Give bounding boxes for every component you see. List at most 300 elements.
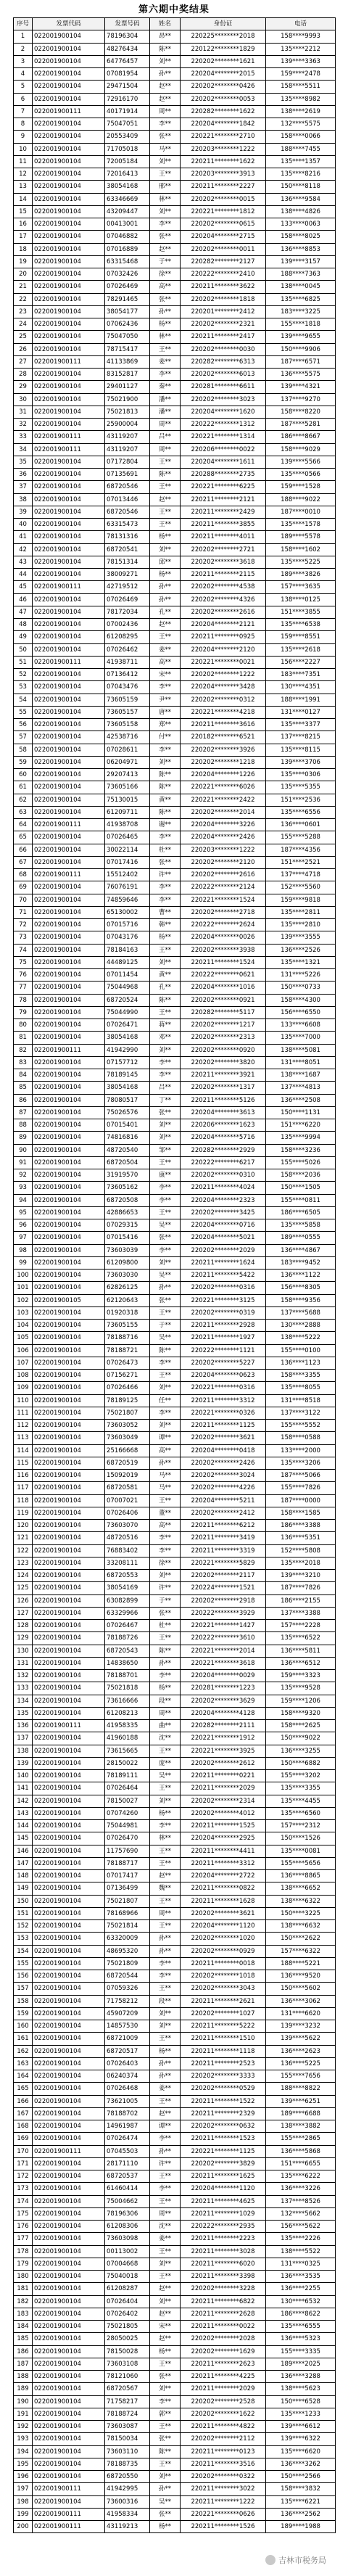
table-row (14, 2221, 336, 2233)
cell-index: 34 (14, 443, 33, 456)
cell-id-card: 220202********3926 (181, 744, 266, 756)
table-row (14, 631, 336, 643)
cell-index: 180 (14, 2271, 33, 2283)
table-row (14, 1607, 336, 1619)
table-row (14, 1282, 336, 1294)
table-row (14, 293, 336, 305)
cell-phone: 135****6538 (266, 619, 336, 631)
cell-index: 75 (14, 956, 33, 968)
cell-name: 刘** (150, 1382, 181, 1394)
cell-phone: 137****9270 (266, 393, 336, 406)
cell-name: 刘** (150, 1420, 181, 1432)
cell-invoice-code: 022001900104 (33, 381, 105, 393)
cell-invoice-number: 73603052 (105, 1420, 150, 1432)
cell-phone: 155****5552 (266, 1420, 336, 1432)
cell-invoice-code: 022001900104 (33, 281, 105, 293)
cell-invoice-code: 022001900111 (33, 2521, 105, 2533)
cell-invoice-number: 41942990 (105, 1044, 150, 1056)
cell-id-card: 220221********1812 (181, 205, 266, 218)
cell-phone: 137****8526 (266, 2195, 336, 2207)
cell-id-card: 220222********2410 (181, 268, 266, 281)
table-row (14, 1357, 336, 1369)
cell-invoice-code: 022001900104 (33, 2458, 105, 2470)
cell-name: 曲** (150, 1720, 181, 1732)
cell-invoice-code: 022001900104 (33, 1282, 105, 1294)
cell-index: 160 (14, 2020, 33, 2033)
cell-id-card: 220211********5222 (181, 2020, 266, 2033)
cell-invoice-number: 63082899 (105, 1594, 150, 1607)
table-row (14, 1294, 336, 1306)
cell-name: 王** (150, 1895, 181, 1907)
cell-id-card: 220204********1226 (181, 769, 266, 781)
cell-invoice-code: 022001900104 (33, 1232, 105, 1244)
cell-invoice-number: 73605166 (105, 781, 150, 794)
table-row (14, 218, 336, 231)
cell-invoice-code: 022001900104 (33, 493, 105, 506)
cell-invoice-code: 022001900104 (33, 506, 105, 518)
cell-invoice-code: 022001900104 (33, 2408, 105, 2420)
cell-id-card: 220206********0022 (181, 443, 266, 456)
cell-index: 37 (14, 481, 33, 493)
table-row (14, 2383, 336, 2395)
table-row (14, 2070, 336, 2083)
cell-index: 105 (14, 1332, 33, 1344)
table-row (14, 1582, 336, 1594)
cell-name: 邓** (150, 1032, 181, 1044)
cell-phone: 150****9906 (266, 343, 336, 355)
cell-index: 109 (14, 1382, 33, 1394)
table-row (14, 193, 336, 205)
table-row (14, 1807, 336, 1819)
cell-invoice-number: 07074260 (105, 1807, 150, 1819)
cell-name: 李** (150, 1957, 181, 1970)
cell-index: 78 (14, 994, 33, 1006)
cell-id-card: 220225********2018 (181, 30, 266, 43)
table-row (14, 55, 336, 67)
cell-index: 185 (14, 2333, 33, 2345)
cell-invoice-number: 75021818 (105, 1682, 150, 1695)
cell-invoice-code: 022001900104 (33, 1594, 105, 1607)
cell-index: 164 (14, 2070, 33, 2083)
cell-phone: 133****0063 (266, 218, 336, 231)
cell-id-card: 220204********2015 (181, 68, 266, 81)
cell-index: 127 (14, 1607, 33, 1619)
cell-name: 高** (150, 656, 181, 668)
cell-name: 孙** (150, 581, 181, 593)
table-row (14, 81, 336, 93)
cell-name: 王** (150, 168, 181, 181)
cell-invoice-number: 61208287 (105, 2283, 150, 2295)
table-row (14, 1420, 336, 1432)
cell-index: 8 (14, 118, 33, 131)
cell-name: 张** (150, 1607, 181, 1619)
cell-invoice-number: 73603110 (105, 2445, 150, 2458)
cell-id-card: 220204********2121 (181, 619, 266, 631)
cell-name: 孙** (150, 2145, 181, 2157)
cell-index: 120 (14, 1520, 33, 1532)
cell-invoice-number: 75021900 (105, 393, 150, 406)
cell-id-card: 220211********1125 (181, 1420, 266, 1432)
cell-id-card: 220222********1312 (181, 419, 266, 431)
cell-phone: 157****3635 (266, 581, 336, 593)
cell-id-card: 220204********0623 (181, 1370, 266, 1382)
cell-invoice-number: 62826125 (105, 1282, 150, 1294)
cell-phone: 158****3832 (266, 2483, 336, 2495)
cell-index: 100 (14, 1270, 33, 1282)
table-row (14, 1219, 336, 1232)
cell-invoice-number: 73605158 (105, 719, 150, 731)
cell-invoice-number: 07002436 (105, 619, 150, 631)
table-row (14, 1069, 336, 1082)
cell-id-card: 220202********0529 (181, 2083, 266, 2095)
cell-phone: 158****1585 (266, 1507, 336, 1519)
table-row (14, 656, 336, 668)
cell-name: 张** (150, 2371, 181, 2383)
watermark (265, 2554, 326, 2566)
cell-id-card: 220204********3613 (181, 1106, 266, 1119)
cell-index: 77 (14, 982, 33, 994)
cell-invoice-number: 78150034 (105, 2433, 150, 2445)
cell-id-card: 220202********4326 (181, 593, 266, 606)
cell-invoice-code: 022001900104 (33, 681, 105, 694)
cell-phone: 135****8055 (266, 1382, 336, 1394)
table-row (14, 481, 336, 493)
cell-id-card: 220203********3913 (181, 168, 266, 181)
cell-invoice-code: 022001900104 (33, 2333, 105, 2345)
cell-id-card: 220202********1317 (181, 1082, 266, 1094)
cell-name: 李** (150, 1194, 181, 1206)
cell-invoice-number: 63315468 (105, 255, 150, 268)
cell-index: 1 (14, 30, 33, 43)
cell-id-card: 220204********4128 (181, 1707, 266, 1719)
cell-invoice-number: 15512402 (105, 869, 150, 881)
cell-invoice-code: 022001900104 (33, 168, 105, 181)
cell-invoice-number: 15092019 (105, 1470, 150, 1482)
cell-phone: 150****2622 (266, 1933, 336, 1945)
table-row (14, 994, 336, 1006)
cell-id-card: 220202********3629 (181, 1695, 266, 1707)
cell-invoice-number: 43209447 (105, 205, 150, 218)
cell-invoice-code: 022001900104 (33, 255, 105, 268)
cell-index: 151 (14, 1907, 33, 1919)
table-row (14, 1370, 336, 1382)
cell-invoice-number: 62120643 (105, 1294, 150, 1306)
cell-index: 136 (14, 1720, 33, 1732)
cell-phone: 131****0127 (266, 706, 336, 718)
table-row (14, 756, 336, 768)
cell-id-card: 220221********2422 (181, 794, 266, 806)
cell-invoice-number: 07015401 (105, 1119, 150, 1132)
table-row (14, 2233, 336, 2245)
table-row (14, 2445, 336, 2458)
cell-invoice-code: 022001900104 (33, 1682, 105, 1695)
cell-phone: 151****3855 (266, 606, 336, 618)
table-row (14, 2095, 336, 2107)
table-row (14, 255, 336, 268)
cell-invoice-code: 022001900104 (33, 2120, 105, 2133)
cell-phone: 135****4455 (266, 1795, 336, 1807)
cell-name: 王** (150, 506, 181, 518)
table-row (14, 2521, 336, 2533)
cell-phone: 137****3122 (266, 1407, 336, 1419)
cell-invoice-number: 48695320 (105, 1945, 150, 1957)
cell-invoice-number: 14857530 (105, 2020, 150, 2033)
table-row (14, 2371, 336, 2383)
cell-invoice-number: 75047051 (105, 118, 150, 131)
cell-name: 王** (150, 631, 181, 643)
cell-id-card: 220202********1018 (181, 1970, 266, 1983)
cell-index: 50 (14, 643, 33, 656)
cell-name: 姜** (150, 643, 181, 656)
cell-id-card: 220222********3610 (181, 1632, 266, 1645)
cell-phone: 150****2566 (266, 2471, 336, 2483)
cell-index: 163 (14, 2057, 33, 2070)
cell-phone: 158****3355 (266, 1370, 336, 1382)
cell-phone: 183****9452 (266, 1256, 336, 1269)
table-row (14, 2020, 336, 2033)
cell-phone: 138****5081 (266, 1044, 336, 1056)
cell-invoice-number: 45907209 (105, 2007, 150, 2020)
cell-phone: 189****6688 (266, 2107, 336, 2120)
table-row (14, 1770, 336, 1782)
cell-name: 谭** (150, 1432, 181, 1444)
cell-invoice-number: 78189111 (105, 1770, 150, 1782)
cell-index: 55 (14, 706, 33, 718)
cell-invoice-code: 022001900104 (33, 68, 105, 81)
table-row (14, 2007, 336, 2020)
cell-id-card: 220221********5829 (181, 1557, 266, 1569)
cell-name: 李** (150, 881, 181, 894)
table-row (14, 131, 336, 143)
cell-invoice-number: 75040018 (105, 2271, 150, 2283)
cell-invoice-code: 022001900104 (33, 2095, 105, 2107)
cell-name: 刘** (150, 1119, 181, 1132)
cell-name: 王** (150, 1370, 181, 1382)
cell-phone: 137****4813 (266, 1082, 336, 1094)
cell-id-card: 220202********1027 (181, 2007, 266, 2020)
cell-invoice-number: 07007021 (105, 1494, 150, 1507)
cell-id-card: 220204********0026 (181, 931, 266, 944)
cell-invoice-number: 78172034 (105, 606, 150, 618)
table-row (14, 1482, 336, 1494)
table-row (14, 1206, 336, 1219)
cell-index: 10 (14, 143, 33, 155)
cell-invoice-number: 38054168 (105, 181, 150, 193)
cell-index: 184 (14, 2321, 33, 2333)
cell-invoice-number: 07081954 (105, 68, 150, 81)
cell-phone: 135****6556 (266, 806, 336, 818)
cell-id-card: 220202********2426 (181, 1457, 266, 1469)
table-row (14, 305, 336, 318)
cell-id-card: 220202********1818 (181, 293, 266, 305)
table-row (14, 1019, 336, 1032)
cell-phone: 136****2526 (266, 944, 336, 956)
cell-name: 孙** (150, 2483, 181, 2495)
cell-name: 赵** (150, 619, 181, 631)
cell-phone: 135****8216 (266, 168, 336, 181)
cell-name: 马** (150, 143, 181, 155)
cell-invoice-number: 73603030 (105, 1270, 150, 1282)
cell-index: 69 (14, 881, 33, 894)
cell-invoice-number: 38054168 (105, 1082, 150, 1094)
cell-invoice-number: 07026406 (105, 1507, 150, 1519)
cell-invoice-code: 022001900104 (33, 481, 105, 493)
cell-invoice-code: 022001900104 (33, 1006, 105, 1019)
cell-id-card: 220224********1521 (181, 1582, 266, 1594)
cell-invoice-number: 78188735 (105, 2458, 150, 2470)
cell-invoice-number: 71758217 (105, 2395, 150, 2408)
cell-invoice-code: 022001900104 (33, 2007, 105, 2020)
cell-index: 183 (14, 2308, 33, 2320)
winners-table (13, 17, 336, 2533)
cell-invoice-code: 022001900104 (33, 93, 105, 105)
cell-invoice-code: 022001900104 (33, 318, 105, 331)
cell-id-card: 220202********1222 (181, 669, 266, 681)
cell-phone: 189****0555 (266, 1232, 336, 1244)
cell-index: 168 (14, 2120, 33, 2133)
cell-id-card: 220202********0312 (181, 694, 266, 706)
cell-index: 64 (14, 819, 33, 831)
cell-id-card: 220206********1623 (181, 1119, 266, 1132)
cell-invoice-code: 022001900104 (33, 419, 105, 431)
cell-invoice-number: 07026469 (105, 593, 150, 606)
cell-invoice-code: 022001900104 (33, 781, 105, 794)
cell-id-card: 220211********3028 (181, 2245, 266, 2258)
table-row (14, 1320, 336, 1332)
cell-phone: 136****9520 (266, 1970, 336, 1983)
cell-index: 156 (14, 1970, 33, 1983)
cell-id-card: 220202********3228 (181, 2283, 266, 2295)
cell-phone: 150****1505 (266, 1182, 336, 1194)
cell-invoice-number: 48720540 (105, 1144, 150, 1156)
cell-id-card: 220202********0053 (181, 93, 266, 105)
cell-invoice-code: 022001900104 (33, 2245, 105, 2258)
cell-phone: 135****9528 (266, 1682, 336, 1695)
cell-index: 187 (14, 2358, 33, 2370)
cell-name: 段** (150, 1695, 181, 1707)
cell-invoice-code: 022001900104 (33, 2107, 105, 2120)
cell-id-card: 220202********4538 (181, 581, 266, 593)
cell-index: 79 (14, 1006, 33, 1019)
table-row (14, 243, 336, 255)
cell-invoice-number: 76076191 (105, 881, 150, 894)
cell-id-card: 220202********0426 (181, 81, 266, 93)
cell-name: 杨** (150, 318, 181, 331)
cell-index: 65 (14, 831, 33, 844)
cell-index: 11 (14, 155, 33, 168)
cell-invoice-code: 022001900104 (33, 1132, 105, 1144)
cell-id-card: 220211********1510 (181, 2033, 266, 2045)
cell-id-card: 220211********3398 (181, 2271, 266, 2283)
cell-invoice-number: 41958335 (105, 1720, 150, 1732)
cell-index: 191 (14, 2408, 33, 2420)
cell-index: 132 (14, 1670, 33, 1682)
cell-invoice-number: 25900004 (105, 419, 150, 431)
cell-index: 167 (14, 2107, 33, 2120)
cell-name: 赵** (150, 81, 181, 93)
cell-invoice-number: 68720543 (105, 1645, 150, 1657)
cell-phone: 136****2623 (266, 2045, 336, 2057)
cell-id-card: 220211********0018 (181, 1957, 266, 1970)
table-row (14, 2170, 336, 2183)
table-row (14, 2271, 336, 2283)
table-row (14, 1657, 336, 1669)
cell-id-card: 220211********6020 (181, 2258, 266, 2270)
cell-id-card: 220211********3616 (181, 719, 266, 731)
cell-index: 189 (14, 2383, 33, 2395)
cell-name: 杨** (150, 569, 181, 581)
cell-id-card: 220202********4226 (181, 1482, 266, 1494)
cell-invoice-code: 022001900104 (33, 1320, 105, 1332)
cell-phone: 135****0566 (266, 469, 336, 481)
cell-invoice-number: 07016889 (105, 243, 150, 255)
cell-name: 王** (150, 456, 181, 468)
cell-invoice-number: 78150028 (105, 2345, 150, 2358)
cell-phone: 150****5602 (266, 1983, 336, 1995)
cell-id-card: 220211********1222 (181, 2495, 266, 2508)
cell-name: 赵** (150, 2333, 181, 2345)
cell-invoice-number: 07026403 (105, 2057, 150, 2070)
cell-index: 128 (14, 1620, 33, 1632)
cell-id-card: 220211********2429 (181, 506, 266, 518)
table-row (14, 1232, 336, 1244)
table-row (14, 894, 336, 906)
cell-id-card: 220211********2523 (181, 2057, 266, 2070)
cell-index: 200 (14, 2521, 33, 2533)
cell-name: 杨** (150, 2345, 181, 2358)
cell-phone: 158****9356 (266, 1294, 336, 1306)
cell-name: 王** (150, 2245, 181, 2258)
cell-id-card: 220221********2710 (181, 131, 266, 143)
cell-name: 李** (150, 118, 181, 131)
cell-invoice-number: 06204971 (105, 756, 150, 768)
cell-index: 126 (14, 1594, 33, 1607)
cell-index: 84 (14, 1069, 33, 1082)
cell-phone: 139****3363 (266, 55, 336, 67)
cell-phone: 158****3236 (266, 1144, 336, 1156)
cell-id-card: 220202********2120 (181, 856, 266, 868)
cell-invoice-code: 022001900104 (33, 30, 105, 43)
cell-index: 177 (14, 2233, 33, 2245)
cell-name: 昂** (150, 30, 181, 43)
cell-invoice-code: 022001900111 (33, 443, 105, 456)
cell-phone: 158****9993 (266, 30, 336, 43)
cell-id-card: 220211********2121 (181, 493, 266, 506)
cell-id-card: 220204********1842 (181, 118, 266, 131)
col-header-name: 姓名 (150, 18, 181, 30)
cell-id-card: 220204********1620 (181, 406, 266, 418)
cell-invoice-code: 022001900104 (33, 1494, 105, 1507)
cell-index: 195 (14, 2458, 33, 2470)
cell-invoice-code: 022001900104 (33, 769, 105, 781)
cell-invoice-code: 022001900104 (33, 994, 105, 1006)
cell-name: 唐** (150, 706, 181, 718)
cell-phone: 156****5622 (266, 2221, 336, 2233)
cell-invoice-code: 022001900104 (33, 1032, 105, 1044)
cell-index: 158 (14, 1995, 33, 2007)
cell-id-card: 220202********3023 (181, 393, 266, 406)
cell-invoice-number: 75021807 (105, 1895, 150, 1907)
table-row (14, 919, 336, 931)
table-row (14, 531, 336, 543)
table-row (14, 181, 336, 193)
cell-invoice-number: 73605159 (105, 694, 150, 706)
cell-index: 172 (14, 2170, 33, 2183)
cell-phone: 157****2312 (266, 1820, 336, 1832)
cell-invoice-code: 022001900104 (33, 794, 105, 806)
cell-invoice-number: 78188702 (105, 2107, 150, 2120)
cell-index: 148 (14, 1870, 33, 1882)
